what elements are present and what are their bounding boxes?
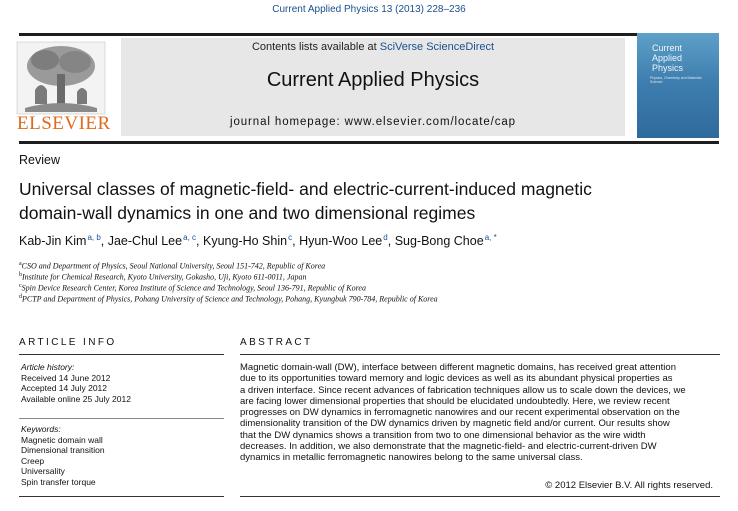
article-history — [21, 362, 131, 404]
author-affil-marker[interactable]: d — [383, 233, 388, 242]
author-name: Jae-Chul Lee — [107, 234, 183, 249]
author[interactable] — [395, 234, 497, 248]
author[interactable] — [299, 234, 395, 248]
affiliation-marker: a — [19, 261, 22, 267]
journal-reference[interactable]: Current Applied Physics 13 (2013) 228–236 — [272, 4, 466, 15]
abstract-line: dynamics in metallic ferromagnetic nanowires belong to the same universal class. — [240, 452, 583, 464]
divider — [19, 496, 224, 497]
author-name: Hyun-Woo Lee — [299, 234, 383, 249]
title-line: Universal classes of magnetic-field- and electric-current-induced magnetic — [19, 179, 592, 199]
keyword: Spin transfer torque — [21, 476, 96, 487]
abstract-line: Magnetic domain-wall (DW), interface between different magnetic domains, has received great attention — [240, 362, 676, 373]
journal-title: Current Applied Physics — [266, 69, 480, 91]
keywords-label: Keywords: — [21, 424, 61, 434]
contents-prefix: Contents lists available at — [251, 41, 380, 53]
keyword: Universality — [21, 466, 65, 476]
abstract-body — [240, 362, 713, 464]
abstract-line: due to its opportunities toward memory and logic devices as well as its abundant physical properties as — [240, 373, 673, 385]
history-label: Article history: — [21, 362, 75, 372]
affiliation-marker: b — [19, 272, 22, 278]
keyword: Magnetic domain wall — [21, 434, 103, 445]
author-separator: , — [292, 234, 300, 249]
divider — [19, 418, 224, 419]
homepage-link[interactable]: www.elsevier.com/locate/cap — [344, 116, 516, 128]
abstract-heading: ABSTRACT — [240, 337, 313, 348]
abstract-line: a driven interface. Since recent advances of fabrication techniques allow us to scale down the devices, we — [240, 384, 686, 396]
affiliation-text: Institute for Chemical Research, Kyoto University, Gokasho, Uji, Kyoto 611-0011, Japan — [22, 272, 307, 282]
author-separator: , — [387, 234, 395, 249]
cover-title — [652, 43, 712, 73]
cover-title-line: Current — [652, 43, 683, 53]
abstract-line: decreases. In addition, we also demonstrate that the magnetic-field- and electric-current-driven DW — [240, 441, 657, 453]
affiliation-marker: d — [19, 294, 22, 300]
article-type: Review — [19, 153, 60, 167]
copyright-notice: © 2012 Elsevier B.V. All rights reserved. — [545, 480, 713, 491]
cover-title-line: Physics — [652, 63, 684, 73]
article-info-heading: ARTICLE INFO — [19, 337, 117, 348]
online-date: Available online 25 July 2012 — [21, 393, 131, 404]
affiliation-marker: c — [19, 283, 22, 289]
accepted-date: Accepted 14 July 2012 — [21, 383, 108, 393]
affiliation-text: Spin Device Research Center, Korea Institute of Science and Technology, Seoul 136-791, Republic of Korea — [21, 283, 366, 293]
divider — [19, 354, 224, 355]
author-name: Kab-Jin Kim — [19, 234, 87, 249]
publisher-name[interactable]: ELSEVIER — [17, 113, 111, 134]
affiliation-text: CSO and Department of Physics, Seoul National University, Seoul 151-742, Republic of Korea — [21, 261, 326, 271]
author-affil-marker[interactable]: a, * — [484, 233, 497, 242]
keywords — [21, 424, 105, 487]
abstract-line: that the DW dynamics shows a transition from two to one dimensional behavior as the wire width — [240, 429, 646, 441]
author-affil-marker[interactable]: a, b — [87, 233, 101, 242]
author[interactable] — [203, 234, 299, 248]
author[interactable] — [108, 234, 203, 248]
affiliation — [19, 292, 719, 305]
author-affil-marker[interactable]: a, c — [183, 233, 197, 242]
divider — [240, 496, 720, 497]
divider — [240, 354, 720, 355]
header-rule-bottom — [19, 141, 719, 144]
author-separator: , — [100, 234, 108, 249]
sciencedirect-link[interactable]: SciVerse ScienceDirect — [379, 41, 495, 53]
author-name: Kyung-Ho Shin — [203, 234, 288, 249]
author[interactable] — [19, 234, 108, 248]
received-date: Received 14 June 2012 — [21, 372, 111, 383]
author-list — [19, 233, 729, 248]
cover-subtitle: Physics, Chemistry and Materials Science — [650, 76, 702, 84]
abstract-line: are facing lower dimensional properties that should be elucidated undoubtedly. Here, we review recent — [240, 395, 670, 407]
author-name: Sug-Bong Choe — [394, 234, 484, 249]
title-line: domain-wall dynamics in one and two dimensional regimes — [19, 203, 476, 223]
header-rule-top — [19, 33, 719, 36]
abstract-line: dimensionality transition of the DW dynamics driven by magnetic field and/or current. Our results show — [240, 418, 670, 430]
author-separator: , — [196, 234, 203, 249]
affiliation-text: PCTP and Department of Physics, Pohang University of Science and Technology, Pohang, Kyungbuk 790-784, Republic of Korea — [22, 294, 438, 304]
abstract-line: progresses on DW dynamics in ferromagnetic nanowires and our recent experimental observation on the — [240, 407, 680, 419]
journal-homepage — [121, 116, 625, 128]
cover-title-line: Applied — [652, 53, 683, 63]
article-title — [19, 177, 729, 225]
author-affil-marker[interactable]: c — [288, 233, 293, 242]
keyword: Dimensional transition — [21, 445, 105, 455]
keyword: Creep — [21, 455, 45, 466]
homepage-prefix: journal homepage: — [230, 116, 345, 128]
contents-line — [121, 41, 625, 53]
